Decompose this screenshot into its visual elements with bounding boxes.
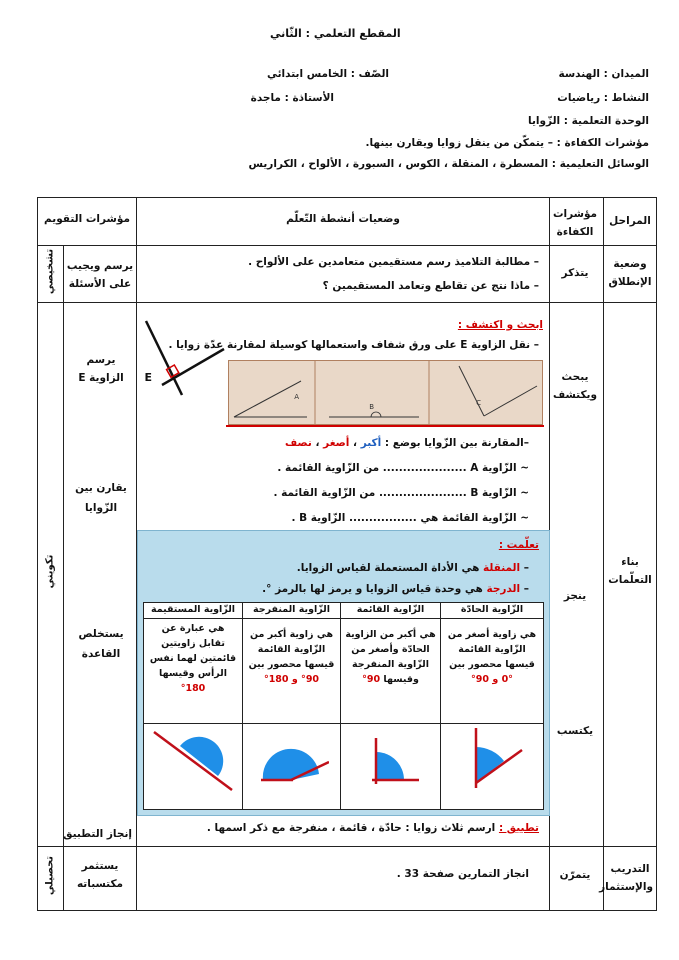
page-title: المقطع التعلمي : الثّاني (270, 27, 401, 40)
row2-side-label: تكويني (44, 554, 56, 589)
learned-line-1: – المنقلة هي الأداة المستعملة لقياس الزوايا. (296, 562, 529, 574)
compare-line-1: ~ الزّاوية A ..................... من الزّاوية القائمة . (277, 462, 529, 474)
field-label: الميدان : الهندسة (558, 68, 649, 80)
row2-indicator-acquire: يكتسب (556, 725, 594, 737)
learned-line-2: – الدرجة هي وحدة قياس الزوايا و يرمز لها بالرمز °. (262, 583, 529, 595)
header-stages: المراحل (609, 215, 651, 227)
row2-eval-apply: إنجاز التطبيق (63, 828, 132, 840)
tools-label: الوسائل التعليمية : المسطرة ، المنقلة ، الكوس ، السبورة ، الألواح ، الكراريس (248, 158, 649, 170)
angle-types-table (143, 602, 544, 810)
header-indicators: مؤشرات الكفاءة (552, 208, 598, 238)
photo-label-b: B (369, 403, 374, 411)
header-evaluation: مؤشرات التقويم (44, 213, 130, 225)
angles-photo (228, 360, 543, 425)
row1-evaluation: يرسم ويجيب على الأسئلة (66, 260, 134, 290)
row3-evaluation: يستثمر مكتسباته (76, 860, 124, 890)
angle-e-drawing (140, 315, 230, 400)
unit-label: الوحدة التعلمية : الزّوايا (528, 115, 649, 127)
teacher-label: الأستاذة : ماجدة (250, 92, 334, 104)
row2-stage: بناء التعلّمات (608, 556, 652, 586)
angle-desc-obtuse: هي زاوية أكبر من الزّاوية القائمة قيسها محصور بين 90° و 180° (248, 629, 335, 685)
row3-side-label: تحصيلي (44, 855, 56, 896)
angle-desc-acute: هي زاوية أصغر من الزّاوية القائمة قيسها محصور بين 0° و 90° (447, 629, 537, 685)
row3-indicator: يتمرّن (559, 869, 591, 881)
photo-label-c: C (476, 399, 481, 407)
class-label: الصّف : الخامس ابتدائي (266, 68, 389, 80)
compare-line-3: ~ الزّاوية القائمة هي ................. الزّاوية B . (291, 512, 529, 524)
header-activities: وضعيات أنشطة التّعلّم (286, 213, 400, 225)
obtuse-angle-icon (257, 728, 329, 788)
row1-indicator: يتذكر (561, 267, 589, 279)
row2-eval-compare: يقارن بين الزّوايا (75, 482, 127, 514)
angle-header-acute: الزّاوية الحادّة (460, 604, 524, 615)
row2-indicator-do: ينجز (563, 590, 587, 602)
acute-angle-icon (464, 728, 524, 788)
photo-label-a: A (294, 393, 299, 401)
row2-eval-rule: يستخلص القاعدة (78, 628, 124, 660)
row2-eval-draw: يرسم الزاوية E (78, 354, 124, 384)
search-title: ابحث و اكتشف : (457, 319, 543, 331)
row1-line2: – ماذا نتج عن تقاطع وتعامد المستقيمين ؟ (322, 280, 539, 292)
row1-line1: – مطالبة التلاميذ رسم مستقيمين متعامدين على الألواح . (248, 256, 539, 268)
apply-line: تطبيق : ارسم ثلاث زوايا : حادّة ، قائمة ، منفرجة مع ذكر اسمها . (206, 822, 539, 834)
row1-stage: وضعية الإنطلاق (608, 258, 652, 288)
angle-desc-right: هي أكبر من الزاوية الحادّة وأصغر من الزّاوية المنفرجة وقيسها 90° (345, 629, 436, 685)
row1-side-label: تشخيصي (44, 248, 56, 295)
activity-label: النشاط : رياضيات (557, 92, 649, 104)
compare-line-2: ~ الزّاوية B ...................... من الزّاوية القائمة . (273, 487, 529, 499)
angle-e-label: E (144, 371, 152, 384)
angle-header-straight: الزّاوية المستقيمة (150, 604, 236, 615)
compare-intro: –المقارنة بين الزّوايا بوضع : أكبر ، أصغر ، نصف (285, 437, 529, 449)
angle-header-obtuse: الزّاوية المنفرجة (253, 604, 330, 615)
angle-header-right: الزّاوية القائمة (356, 604, 425, 615)
search-line: – نقل الزاوية E على ورق شفاف واستعمالها كوسيلة لمقارنة عدّة زوايا . (168, 339, 539, 351)
straight-angle-icon (150, 728, 235, 793)
row2-indicator-search: يبحث ويكتشف (552, 371, 598, 401)
angle-desc-straight: هي عبارة عن تقابل زاويتين قائمتين لهما نفس الرأس وقيسها 180° (149, 623, 237, 694)
row3-stage: التدريب والإستثمار (599, 863, 653, 893)
learned-title: تعلّمت : (498, 539, 539, 551)
competence-label: مؤشرات الكفاءة : – يتمكّن من ينقل زوايا ويقارن بينها. (365, 137, 649, 149)
row3-text: انجاز التمارين صفحة 33 . (396, 868, 529, 880)
right-angle-icon (364, 728, 424, 788)
